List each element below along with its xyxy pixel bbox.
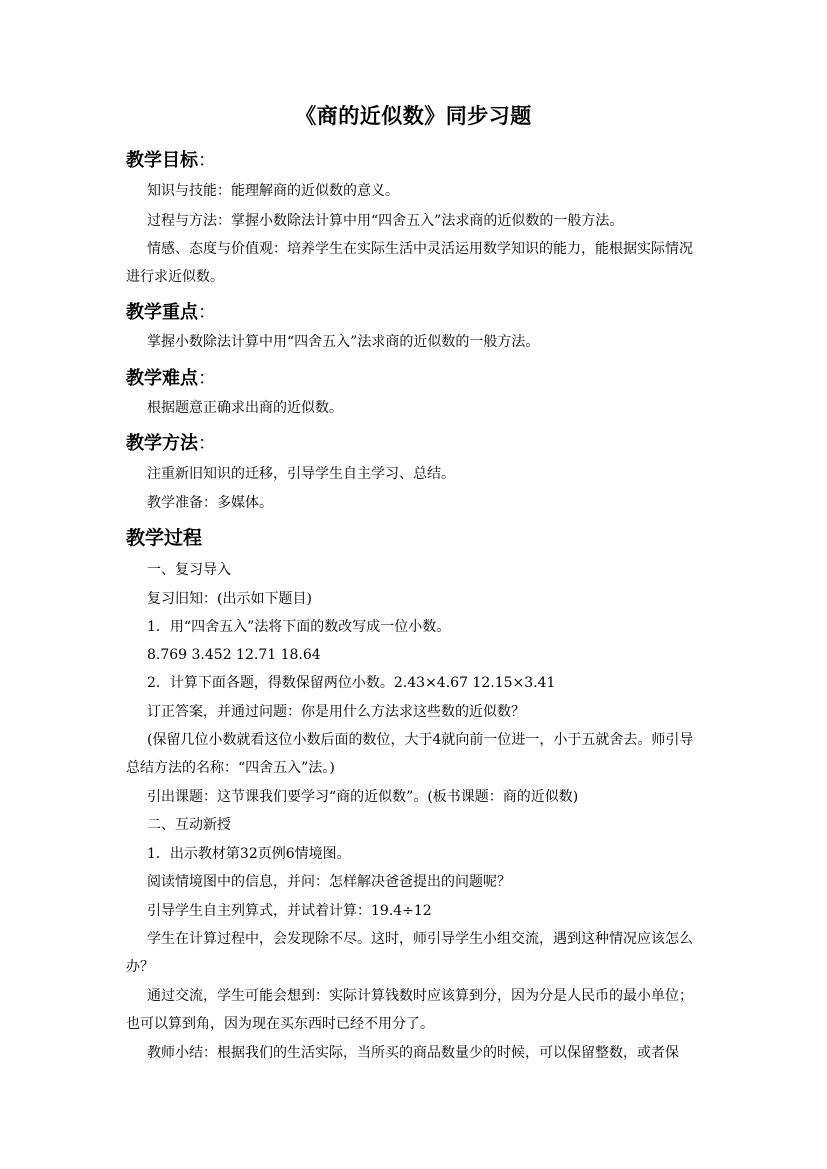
goals-attitude: 情感、态度与价值观：培养学生在实际生活中灵活运用数学知识的能力，能根据实际情况进行求近似数。 [126, 241, 693, 285]
heading-colon: ： [198, 433, 216, 454]
goals-knowledge: 知识与技能：能理解商的近似数的意义。 [147, 183, 399, 199]
process-line: 学生在计算过程中，会发现除不尽。这时，师引导学生小组交流，遇到这种情况应该怎么办？ [126, 931, 693, 975]
heading-colon: ： [198, 150, 216, 171]
process-line: 通过交流，学生可能会想到：实际计算钱数时应该算到分，因为分是人民币的最小单位；也可以算到角，因为现在买东西时已经不用分了。 [126, 988, 693, 1032]
heading-colon: ： [198, 302, 216, 323]
document-title: 《商的近似数》同步习题 [295, 104, 532, 128]
heading-teaching-goals [126, 146, 216, 172]
process-line: 引导学生自主列算式，并试着计算：19.4÷12 [147, 903, 432, 919]
goals-process: 过程与方法：掌握小数除法计算中用“四舍五入”法求商的近似数的一般方法。 [147, 213, 624, 229]
process-line: 一、复习导入 [147, 562, 231, 578]
heading-text: 教学难点 [126, 368, 198, 389]
process-line: (保留几位小数就看这位小数后面的数位，大于4就向前一位进一，小于五就舍去。师引导总结方法的名称：“四舍五入”法。) [126, 732, 694, 776]
heading-colon: ： [198, 368, 216, 389]
process-line: 订正答案，并通过问题：你是用什么方法求这些数的近似数？ [147, 704, 525, 720]
process-line: 阅读情境图中的信息，并问：怎样解决爸爸提出的问题呢？ [147, 874, 511, 890]
heading-process: 教学过程 [126, 527, 203, 549]
process-line: 复习旧知：(出示如下题目) [147, 591, 312, 607]
process-line: 二、互动新授 [147, 817, 231, 833]
process-line: 教师小结：根据我们的生活实际，当所买的商品数量少的时候，可以保留整数，或者保 [147, 1045, 679, 1061]
heading-key-points [126, 298, 216, 324]
heading-text: 教学方法 [126, 433, 198, 454]
difficulties-text: 根据题意正确求出商的近似数。 [147, 400, 343, 416]
process-line: 1．用“四舍五入”法将下面的数改写成一位小数。 [147, 619, 451, 635]
heading-text: 教学重点 [126, 302, 198, 323]
methods-preparation: 教学准备：多媒体。 [147, 495, 273, 511]
heading-difficulties [126, 364, 216, 390]
process-line: 2．计算下面各题，得数保留两位小数。2.43×4.67 12.15×3.41 [147, 675, 556, 691]
methods-text: 注重新旧知识的迁移，引导学生自主学习、总结。 [147, 466, 455, 482]
heading-text: 教学目标 [126, 150, 198, 171]
process-line: 8.769 3.452 12.71 18.64 [147, 647, 321, 663]
heading-methods [126, 429, 216, 455]
process-line: 引出课题：这节课我们要学习“商的近似数”。(板书课题：商的近似数) [147, 789, 579, 805]
key-points-text: 掌握小数除法计算中用“四舍五入”法求商的近似数的一般方法。 [147, 334, 540, 350]
process-line: 1．出示教材第32页例6情境图。 [147, 846, 351, 862]
